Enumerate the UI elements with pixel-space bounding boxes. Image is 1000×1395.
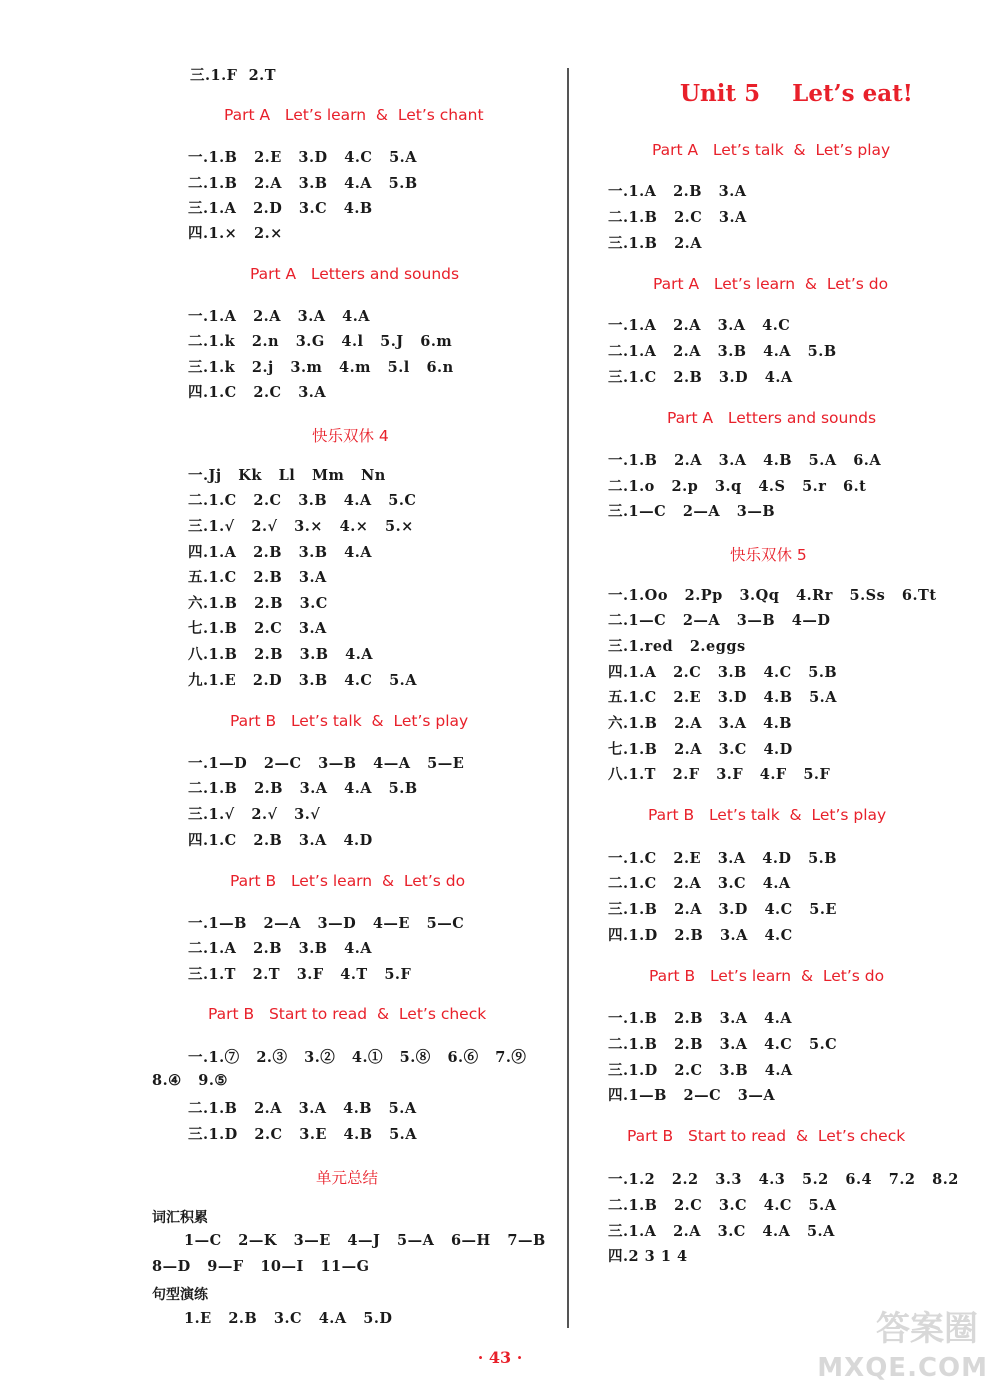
section-heading: Part B Let’s learn & Let’s do: [649, 967, 885, 985]
answer-line: 四.2 3 1 4: [608, 1248, 688, 1265]
answer-line: 四.1—B 2—C 3—A: [608, 1087, 776, 1104]
section-heading: Part A Let’s learn & Let’s do: [653, 275, 889, 293]
answer-line: 一.1.A 2.A 3.A 4.A: [188, 308, 371, 325]
section-heading: Part B Start to read & Let’s check: [627, 1127, 906, 1145]
answer-line: 二.1.B 2.A 3.A 4.B 5.A: [188, 1100, 417, 1117]
answer-line: 二.1.B 2.C 3.C 4.C 5.A: [608, 1197, 837, 1214]
answer-line: 三.1.B 2.A 3.D 4.C 5.E: [608, 901, 837, 918]
section-heading: Part A Let’s talk & Let’s play: [652, 141, 891, 159]
answer-line: 八.1.T 2.F 3.F 4.F 5.F: [608, 766, 831, 783]
answer-line: 8—D 9—F 10—I 11—G: [152, 1258, 370, 1275]
answer-line: 三.1.A 2.A 3.C 4.A 5.A: [608, 1223, 835, 1240]
page-number: · 43 ·: [477, 1348, 523, 1367]
answer-line: 三.1.k 2.j 3.m 4.m 5.l 6.n: [188, 359, 454, 376]
answer-line: 三.1.√ 2.√ 3.× 4.× 5.×: [188, 518, 414, 535]
answer-line: 一.1.B 2.A 3.A 4.B 5.A 6.A: [608, 452, 882, 469]
answer-line: 二.1—C 2—A 3—B 4—D: [608, 612, 831, 629]
answer-line: 二.1.A 2.A 3.B 4.A 5.B: [608, 343, 837, 360]
watermark-bottom: MXQE.COM: [817, 1353, 988, 1383]
column-divider: [567, 68, 569, 1328]
answer-line: 一.1.A 2.B 3.A: [608, 183, 747, 200]
answer-line: 四.1.A 2.C 3.B 4.C 5.B: [608, 664, 838, 681]
answer-line: 三.1.D 2.C 3.B 4.A: [608, 1062, 793, 1079]
answer-line: 1.E 2.B 3.C 4.A 5.D: [184, 1310, 393, 1327]
answer-line: 四.1.A 2.B 3.B 4.A: [188, 544, 373, 561]
answer-line: 一.1—B 2—A 3—D 4—E 5—C: [188, 915, 465, 932]
answer-line: 六.1.B 2.B 3.C: [188, 595, 328, 612]
answer-line: 二.1.A 2.B 3.B 4.A: [188, 940, 373, 957]
answer-line: 二.1.C 2.C 3.B 4.A 5.C: [188, 492, 417, 509]
subsection-label: 句型演练: [152, 1287, 208, 1303]
answer-line: 三.1.red 2.eggs: [608, 638, 746, 655]
section-heading: Part B Start to read & Let’s check: [208, 1005, 487, 1023]
answer-line: 二.1.o 2.p 3.q 4.S 5.r 6.t: [608, 478, 867, 495]
answer-line: 一.1.⑦ 2.③ 3.② 4.① 5.⑧ 6.⑥ 7.⑨: [188, 1049, 527, 1066]
answer-line: 三.1.B 2.A: [608, 235, 702, 252]
answer-line: 四.1.D 2.B 3.A 4.C: [608, 927, 793, 944]
answer-line: 三.1.F 2.T: [190, 67, 277, 84]
answer-line: 九.1.E 2.D 3.B 4.C 5.A: [188, 672, 417, 689]
answer-line: 七.1.B 2.A 3.C 4.D: [608, 741, 793, 758]
section-heading: Part B Let’s learn & Let’s do: [230, 872, 466, 890]
answer-line: 二.1.C 2.A 3.C 4.A: [608, 875, 791, 892]
answer-line: 一.1.2 2.2 3.3 4.3 5.2 6.4 7.2 8.2: [608, 1171, 959, 1188]
answer-line: 五.1.C 2.B 3.A: [188, 569, 327, 586]
unit-title: Unit 5 Let’s eat!: [680, 80, 913, 107]
answer-line: 8.④ 9.⑤: [152, 1072, 228, 1089]
answer-line: 三.1.√ 2.√ 3.√: [188, 806, 321, 823]
section-heading: 快乐双休 5: [730, 546, 807, 564]
section-heading: 快乐双休 4: [312, 427, 389, 445]
section-heading: Part B Let’s talk & Let’s play: [648, 806, 887, 824]
answer-line: 二.1.k 2.n 3.G 4.l 5.J 6.m: [188, 333, 453, 350]
answer-line: 一.Jj Kk Ll Mm Nn: [188, 467, 386, 484]
answer-line: 五.1.C 2.E 3.D 4.B 5.A: [608, 689, 837, 706]
answer-line: 二.1.B 2.B 3.A 4.A 5.B: [188, 780, 418, 797]
answer-line: 七.1.B 2.C 3.A: [188, 620, 327, 637]
answer-line: 一.1.A 2.A 3.A 4.C: [608, 317, 791, 334]
answer-line: 二.1.B 2.C 3.A: [608, 209, 747, 226]
answer-line: 三.1.T 2.T 3.F 4.T 5.F: [188, 966, 412, 983]
answer-line: 四.1.× 2.×: [188, 225, 283, 242]
answer-line: 八.1.B 2.B 3.B 4.A: [188, 646, 374, 663]
section-heading: Part A Let’s learn & Let’s chant: [224, 106, 484, 124]
answer-line: 三.1.D 2.C 3.E 4.B 5.A: [188, 1126, 417, 1143]
answer-line: 四.1.C 2.B 3.A 4.D: [188, 832, 373, 849]
section-heading: Part A Letters and sounds: [667, 409, 877, 427]
answer-line: 二.1.B 2.A 3.B 4.A 5.B: [188, 175, 418, 192]
answer-line: 三.1.A 2.D 3.C 4.B: [188, 200, 373, 217]
answer-line: 一.1.C 2.E 3.A 4.D 5.B: [608, 850, 837, 867]
section-heading: 单元总结: [316, 1169, 379, 1187]
watermark-logo: [798, 1301, 988, 1383]
answer-line: 六.1.B 2.A 3.A 4.B: [608, 715, 793, 732]
answer-line: 三.1—C 2—A 3—B: [608, 503, 776, 520]
answer-line: 二.1.B 2.B 3.A 4.C 5.C: [608, 1036, 838, 1053]
section-heading: Part A Letters and sounds: [250, 265, 460, 283]
subsection-label: 词汇积累: [152, 1210, 208, 1226]
answer-line: 四.1.C 2.C 3.A: [188, 384, 327, 401]
answer-line: 一.1—D 2—C 3—B 4—A 5—E: [188, 755, 465, 772]
watermark-top: 答案圈: [876, 1309, 978, 1349]
answer-line: 三.1.C 2.B 3.D 4.A: [608, 369, 793, 386]
answer-line: 一.1.Oo 2.Pp 3.Qq 4.Rr 5.Ss 6.Tt: [608, 587, 937, 604]
answer-line: 一.1.B 2.B 3.A 4.A: [608, 1010, 793, 1027]
answer-line: 1—C 2—K 3—E 4—J 5—A 6—H 7—B: [184, 1232, 546, 1249]
section-heading: Part B Let’s talk & Let’s play: [230, 712, 469, 730]
answer-line: 一.1.B 2.E 3.D 4.C 5.A: [188, 149, 417, 166]
